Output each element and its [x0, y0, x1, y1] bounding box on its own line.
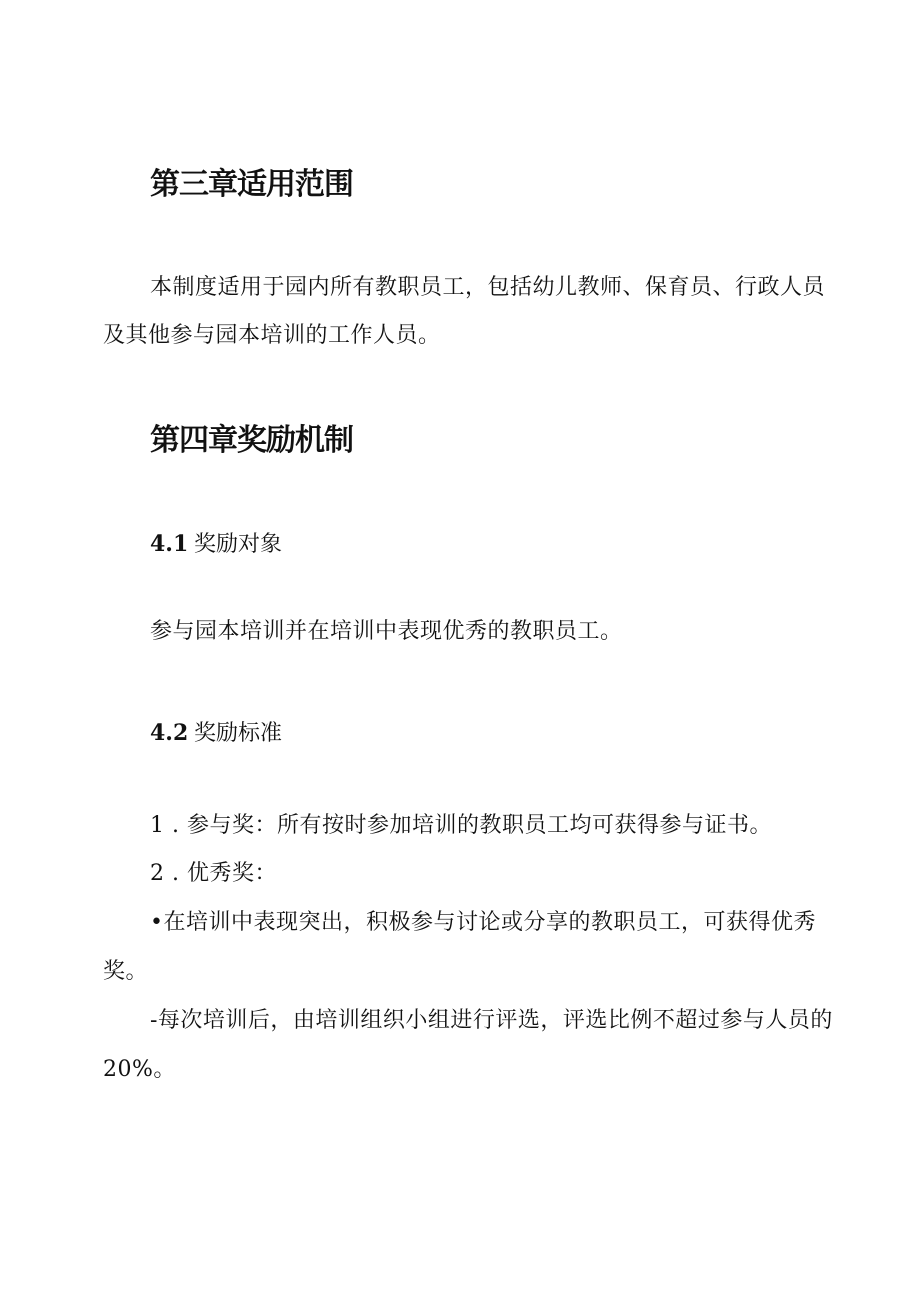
bullet-line1: •在培训中表现突出，积极参与讨论或分享的教职员工，可获得优秀 — [150, 910, 816, 935]
list-item-participation-award: 1 . 参与奖：所有按时参加培训的教职员工均可获得参与证书。 — [150, 813, 772, 838]
chapter4-heading: 第四章奖励机制 — [150, 423, 353, 458]
bullet-line2: 奖。 — [103, 959, 149, 984]
section-4-1-heading — [150, 533, 282, 556]
dash-line1: -每次培训后，由培训组织小组进行评选，评选比例不超过参与人员的 — [150, 1008, 833, 1033]
section-4-1-number: 4.1 — [150, 531, 189, 557]
section-4-2-number: 4.2 — [150, 720, 189, 746]
dash-line2: 20%。 — [103, 1057, 176, 1082]
section-4-1-text: 参与园本培训并在培训中表现优秀的教职员工。 — [150, 619, 623, 644]
chapter3-paragraph-line1: 本制度适用于园内所有教职员工，包括幼儿教师、保育员、行政人员 — [150, 275, 826, 300]
section-4-2-heading — [150, 722, 282, 745]
section-4-1-title: 奖励对象 — [194, 532, 283, 557]
chapter3-paragraph-line2: 及其他参与园本培训的工作人员。 — [103, 323, 441, 348]
section-4-2-title: 奖励标准 — [194, 721, 283, 746]
chapter3-heading: 第三章适用范围 — [150, 167, 353, 202]
list-item-excellence-award: 2 . 优秀奖： — [150, 861, 277, 886]
